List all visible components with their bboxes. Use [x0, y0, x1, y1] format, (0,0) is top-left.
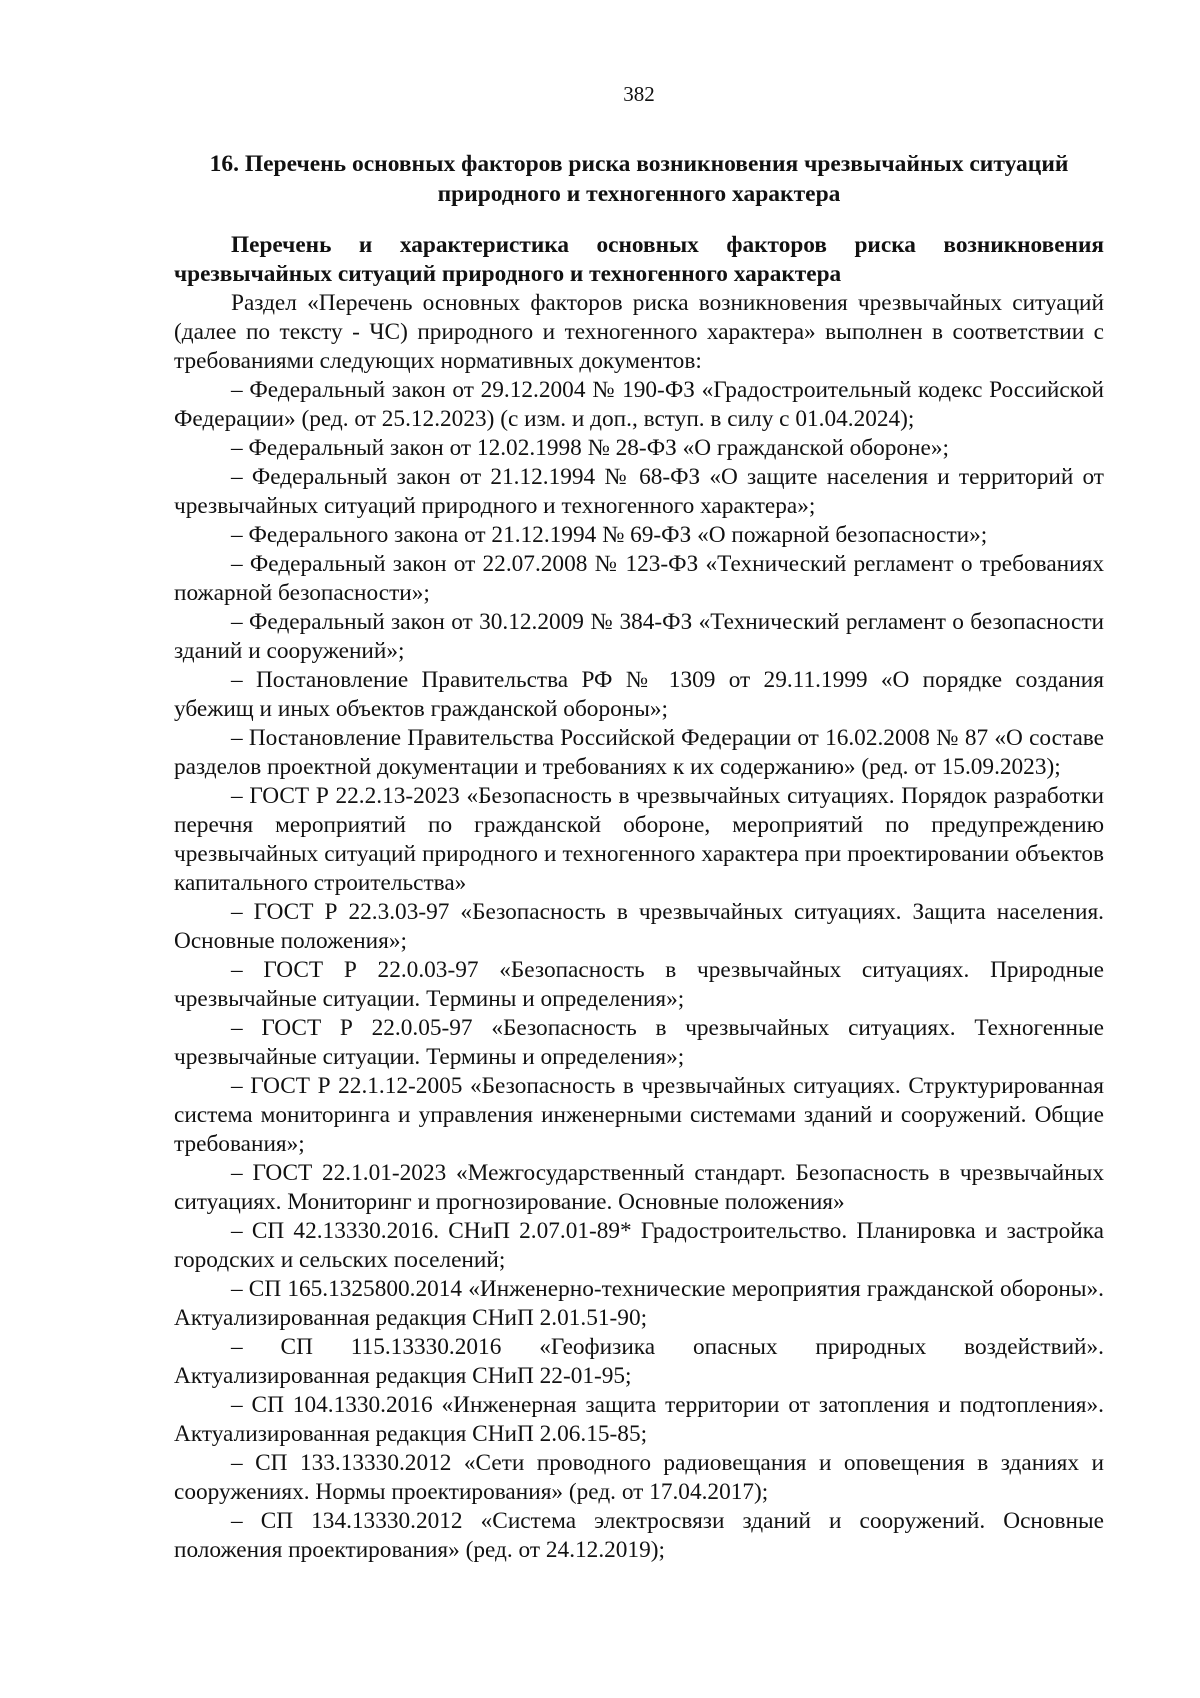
list-item: – ГОСТ Р 22.0.05-97 «Безопасность в чрезвычайных ситуациях. Техногенные чрезвычайные ситуации. Термины и определения»; [174, 1015, 1104, 1070]
list-item: – Федеральный закон от 22.07.2008 № 123-ФЗ «Технический регламент о требованиях пожарной безопасности»; [174, 551, 1104, 606]
intro-paragraph: Раздел «Перечень основных факторов риска возникновения чрезвычайных ситуаций (далее по тексту - ЧС) природного и техногенного характера» выполнен в соответствии с требованиями следующих нормативных документов: [174, 290, 1104, 374]
list-item: – ГОСТ Р 22.1.12-2005 «Безопасность в чрезвычайных ситуациях. Структурированная система мониторинга и управления инженерными системами зданий и сооружений. Общие требования»; [174, 1073, 1104, 1157]
list-item: – Федеральный закон от 12.02.1998 № 28-ФЗ «О гражданской обороне»; [231, 435, 949, 461]
normative-documents-list [174, 376, 1104, 1565]
list-item: – СП 165.1325800.2014 «Инженерно-технические мероприятия гражданской обороны». Актуализированная редакция СНиП 2.01.51-90; [174, 1276, 1104, 1331]
list-item: – Федерального закона от 21.12.1994 № 69-ФЗ «О пожарной безопасности»; [231, 522, 988, 548]
list-item: – ГОСТ 22.1.01-2023 «Межгосударственный стандарт. Безопасность в чрезвычайных ситуациях. Мониторинг и прогнозирование. Основные положения» [174, 1160, 1104, 1215]
list-item: – СП 134.13330.2012 «Система электросвязи зданий и сооружений. Основные положения проектирования» (ред. от 24.12.2019); [174, 1508, 1104, 1563]
list-item: – СП 42.13330.2016. СНиП 2.07.01-89* Градостроительство. Планировка и застройка городских и сельских поселений; [174, 1218, 1104, 1273]
list-item: – ГОСТ Р 22.0.03-97 «Безопасность в чрезвычайных ситуациях. Природные чрезвычайные ситуации. Термины и определения»; [174, 957, 1104, 1012]
section-title [174, 149, 1104, 209]
document-page [174, 82, 1104, 1565]
list-item: – Федеральный закон от 30.12.2009 № 384-ФЗ «Технический регламент о безопасности зданий и сооружений»; [174, 609, 1104, 664]
list-item: – Федеральный закон от 21.12.1994 № 68-ФЗ «О защите населения и территорий от чрезвычайных ситуаций природного и техногенного характера»; [174, 464, 1104, 519]
list-item: – СП 133.13330.2012 «Сети проводного радиовещания и оповещения в зданиях и сооружениях. Нормы проектирования» (ред. от 17.04.2017); [174, 1450, 1104, 1505]
subsection-heading: Перечень и характеристика основных факторов риска возникновения чрезвычайных ситуаций природного и техногенного характера [174, 232, 1104, 287]
page-number: 382 [623, 82, 655, 106]
list-item: – ГОСТ Р 22.2.13-2023 «Безопасность в чрезвычайных ситуациях. Порядок разработки перечня мероприятий по гражданской обороне, мероприятий по предупреждению чрезвычайных ситуаций природного и техногенного характера при проектировании объектов капитального строительства» [174, 783, 1104, 896]
list-item: – Постановление Правительства Российской Федерации от 16.02.2008 № 87 «О составе разделов проектной документации и требованиях к их содержанию» (ред. от 15.09.2023); [174, 725, 1104, 780]
list-item: – СП 104.1330.2016 «Инженерная защита территории от затопления и подтопления». Актуализированная редакция СНиП 2.06.15-85; [174, 1392, 1104, 1447]
list-item: – Федеральный закон от 29.12.2004 № 190-ФЗ «Градостроительный кодекс Российской Федерации» (ред. от 25.12.2023) (с изм. и доп., вступ. в силу с 01.04.2024); [174, 377, 1104, 432]
section-title-line-2: природного и техногенного характера [437, 181, 841, 207]
list-item: – Постановление Правительства РФ № 1309 от 29.11.1999 «О порядке создания убежищ и иных объектов гражданской обороны»; [174, 667, 1104, 722]
list-item: – ГОСТ Р 22.3.03-97 «Безопасность в чрезвычайных ситуациях. Защита населения. Основные положения»; [174, 899, 1104, 954]
section-title-line-1: 16. Перечень основных факторов риска возникновения чрезвычайных ситуаций [209, 151, 1069, 177]
list-item: – СП 115.13330.2016 «Геофизика опасных природных воздействий». Актуализированная редакция СНиП 22-01-95; [174, 1334, 1104, 1389]
